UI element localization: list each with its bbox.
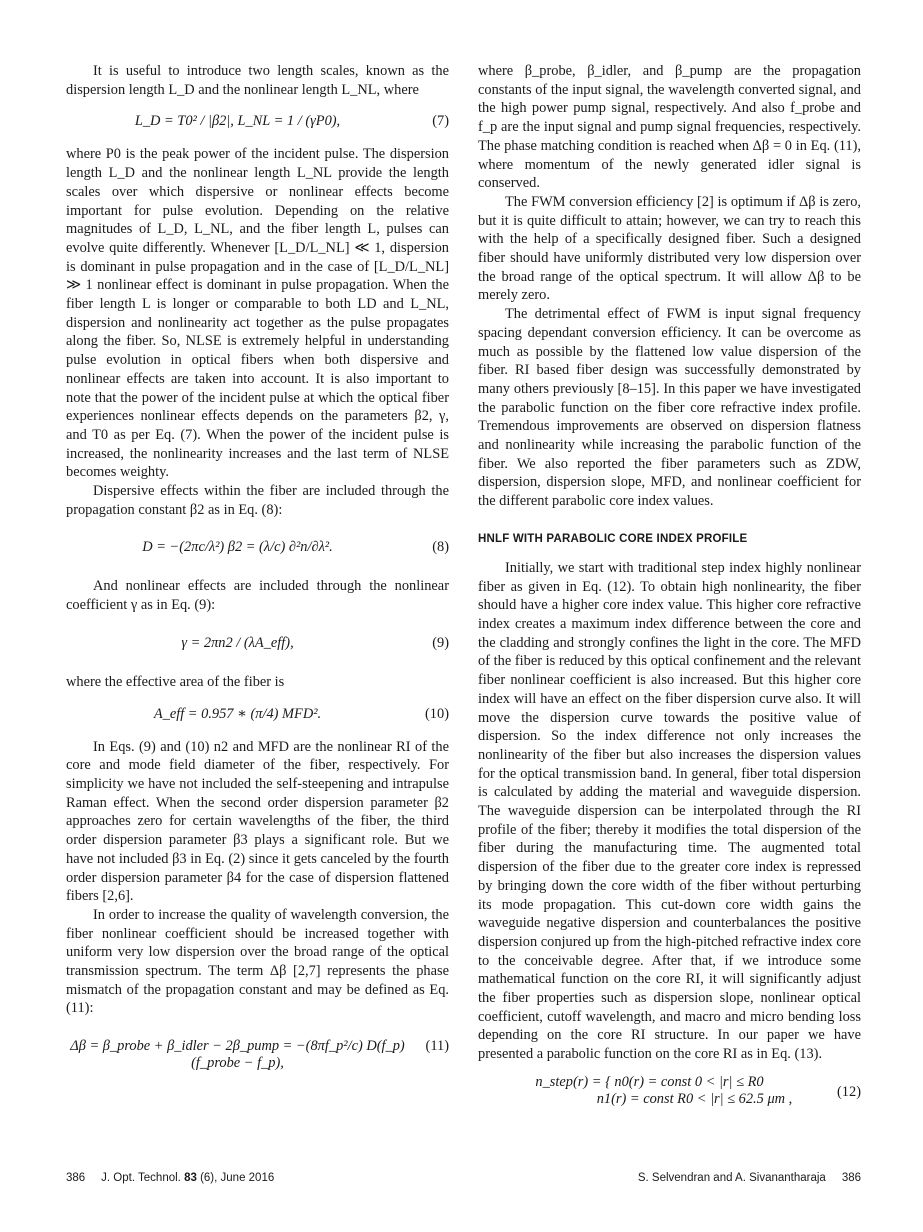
paragraph: The detrimental effect of FWM is input signal frequency spacing dependant conversion efficiency. It can be overcome as much as possible by the flattened low value dispersion of the fiber. RI based fiber design was successfully demonstrated by many others previously [8–15]. In this paper we have investigated the parabolic function on the fiber core refractive index profile. Tremendous improvements are observed on dispersion flatness and nonlinearity while increasing the parabolic function of the fiber. We also reported the fiber parameters such as ZDW, dispersion, dispersion slope, MFD, and nonlinear coefficient for the different parabolic core index values. — [478, 306, 861, 510]
left-column — [66, 62, 449, 1076]
right-column — [478, 62, 861, 1122]
equation-number: (11) — [425, 1038, 449, 1055]
equation-body: Δβ = β_probe + β_idler − 2β_pump = −(8πf_p²/c) D(f_p)(f_probe − f_p), — [70, 1038, 405, 1072]
footer-right — [638, 1172, 861, 1184]
issue-date: (6), June 2016 — [200, 1172, 275, 1184]
equation-11 — [66, 1022, 449, 1072]
equation-body — [478, 1074, 821, 1108]
equation-number: (8) — [432, 539, 449, 556]
equation-10 — [66, 696, 449, 734]
paragraph: The FWM conversion efficiency [2] is optimum if Δβ is zero, but it is quite difficult to attain; however, we can try to reach this with the help of a specifically designed fiber. Such a designed fiber should have uniformly distributed very low dispersion over the broad range of the optical spectrum. It will allow Δβ to be merely zero. — [478, 193, 861, 304]
section-heading: HNLF WITH PARABOLIC CORE INDEX PROFILE — [478, 532, 748, 545]
paragraph: In Eqs. (9) and (10) n2 and MFD are the nonlinear RI of the core and mode field diameter of the fiber, respectively. For simplicity we have not included the self-steepening and intrapulse Raman effect. When the second order dispersion parameter β2 approaches zero for certain wavelengths of the fiber, the third order dispersion parameter β3 plays a significant role. But we have not included β3 in Eq. (2) since it gets canceled by the fourth order dispersion parameter β4 for the case of dispersion flattened fibers [2,6]. — [66, 738, 449, 905]
equation-number: (10) — [425, 705, 449, 722]
volume: 83 — [184, 1172, 197, 1184]
paragraph: where P0 is the peak power of the incident pulse. The dispersion length L_D and the nonlinear length L_NL provide the length scales over which dispersive or nonlinear effects become important for pulse evolution. Depending on the relative magnitudes of L_D, L_NL, and the fiber length L, pulses can evolve quite differently. Whenever [L_D/L_NL] ≪ 1, dispersion is dominant in pulse propagation and in the case of [L_D/L_NL] ≫ 1 nonlinear effect is dominant in pulse propagation. When the fiber length L is longer or comparable to both LD and L_NL, dispersion and nonlinearity act together as the pulse propagates along the fiber. So, NLSE is extremely helpful in understanding pulse evolution in optical fibers when both dispersive and nonlinear effects are taken into account. It is also important to note that the power of the incident pulse at which the optical fiber experiences nonlinear effects depends on the parameters β2, γ, and T0 as per Eq. (7). When the power of the incident pulse is increased, the nonlinearity increases and the last term of NLSE becomes weighty. — [66, 146, 449, 481]
equation-number: (9) — [432, 634, 449, 651]
equation-number: (7) — [432, 113, 449, 130]
equation-body: L_D = T0² / |β2|, L_NL = 1 / (γP0), — [134, 113, 341, 130]
paragraph: It is useful to introduce two length scales, known as the dispersion length L_D and the nonlinear length L_NL, where — [66, 63, 449, 98]
equation-line: n1(r) = const R0 < |r| ≤ 62.5 μm , — [596, 1090, 793, 1107]
paragraph: where the effective area of the fiber is — [66, 673, 285, 690]
equation-7 — [66, 103, 449, 141]
paragraph: Initially, we start with traditional step index highly nonlinear fiber as given in Eq. (12). To obtain high nonlinearity, the fiber should have a higher core index value. This higher core refractive index creates a maximum index difference between the core and the cladding and strongly confines the light in the core. The MFD of the fiber is reduced by this optical confinement and the relevant fiber nonlinear coefficient is also increased. But this higher core index will have an effect on the fiber dispersion curve also. It will move the dispersion curve towards the positive value of dispersion. So the index difference not only increases the nonlinearity of the fiber but also increases the dispersion values for the optical transmission band. In general, fiber total dispersion is calculated by adding the material and waveguide dispersion. The waveguide dispersion can be interpolated through the RI profile of the fiber; thereby it modifies the total dispersion of the fiber during the manufacturing time. The augmented total dispersion of the fiber due to the greater core index is repressed by bringing down the core width of the fiber without perturbing its mode propagation. This cut-down core width gains the waveguide negative dispersion and counterbalances the positive dispersion conjured up from the high-pitched refractive index core to the conceivable degree. After that, if we introduce some mathematical function on the core RI, it will significantly adjust the fiber properties such as dispersion slope, nonlinear optical coefficient, cutoff wavelength, and macro and micro bending loss depending on the core RI structure. In our paper we have presented a parabolic function on the core RI as in Eq. (13). — [478, 559, 861, 1063]
paragraph: Dispersive effects within the fiber are included through the propagation constant β2 as in Eq. (8): — [66, 483, 449, 518]
equation-9 — [66, 619, 449, 669]
authors: S. Selvendran and A. Sivanantharaja — [637, 1172, 826, 1184]
journal-name: J. Opt. Technol. — [101, 1172, 181, 1184]
equation-body: D = −(2πc/λ²) β2 = (λ/c) ∂²n/∂λ². — [142, 539, 333, 556]
paragraph: In order to increase the quality of wavelength conversion, the fiber nonlinear coefficient should be increased together with uniform very low dispersion over the broad range of the optical transmission spectrum. The term Δβ [2,7] represents the phase mismatch of the propagation constant and may be defined as Eq. (11): — [66, 906, 449, 1017]
paragraph: where β_probe, β_idler, and β_pump are the propagation constants of the input signal, the wavelength converted signal, and the high power pump signal, respectively. And also f_probe and f_p are the input signal and pump signal frequencies, respectively. The phase matching condition is reached when Δβ = 0 in Eq. (11), where momentum of the newly generated idler signal is conserved. — [478, 63, 861, 192]
equation-12 — [478, 1068, 861, 1118]
footer-left — [66, 1172, 274, 1184]
equation-body: γ = 2πn2 / (λA_eff), — [181, 634, 294, 651]
page-number: 386 — [66, 1172, 86, 1184]
page-number: 386 — [841, 1172, 861, 1184]
equation-line: n_step(r) = { n0(r) = const 0 < |r| ≤ R0 — [535, 1073, 764, 1090]
equation-body: A_eff = 0.957 ∗ (π/4) MFD². — [153, 705, 322, 722]
paragraph: And nonlinear effects are included through the nonlinear coefficient γ as in Eq. (9): — [66, 578, 449, 614]
equation-8 — [66, 523, 449, 573]
equation-number: (12) — [837, 1083, 861, 1100]
